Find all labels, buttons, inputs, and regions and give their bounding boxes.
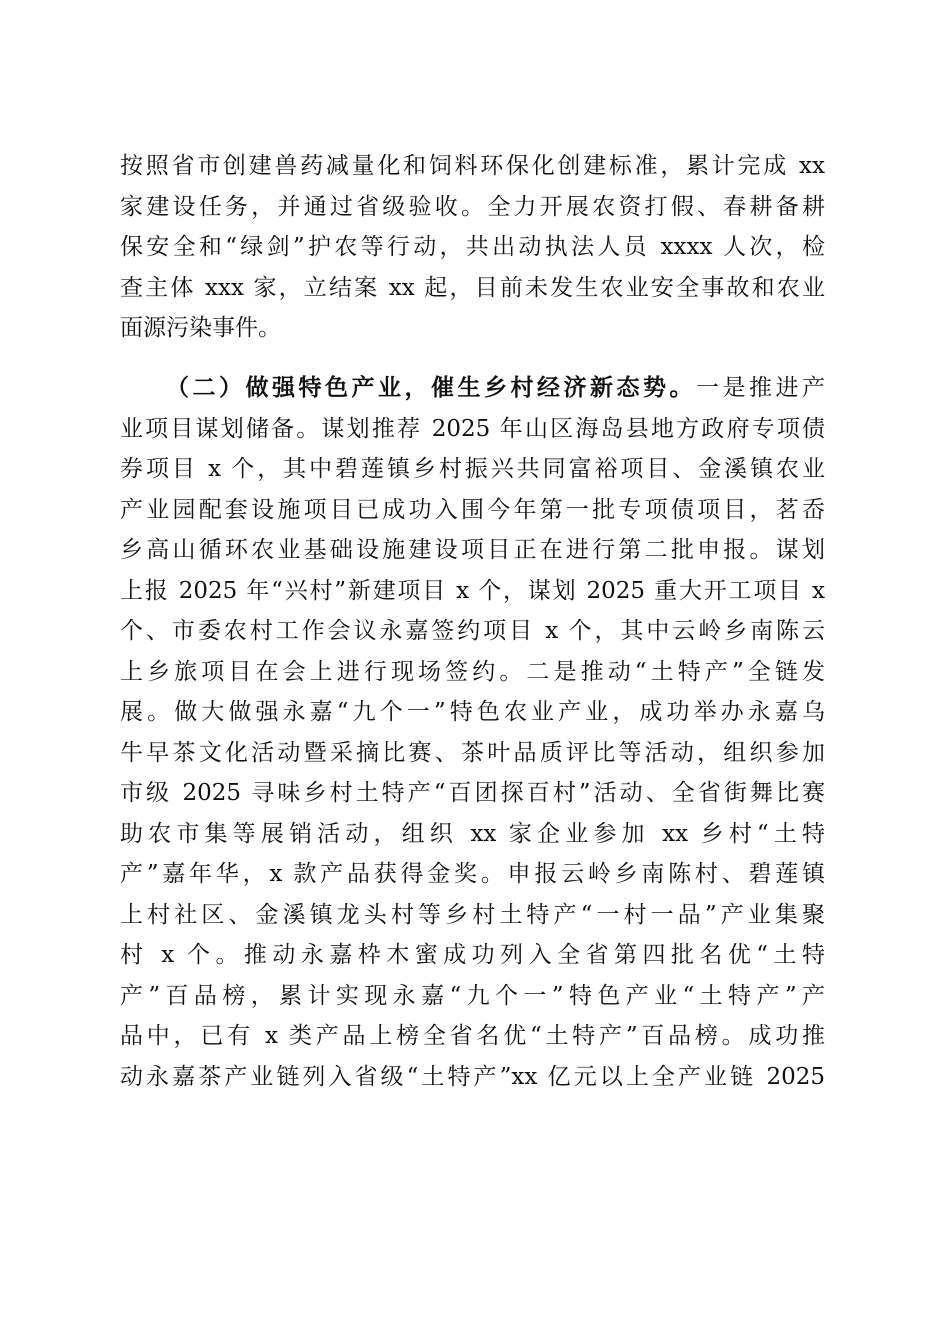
paragraph-2-line: 上乡旅项目在会上进行现场签约。二是推动“土特产”全链发 (120, 658, 825, 685)
paragraph-2-line: 券项目 x 个，其中碧莲镇乡村振兴共同富裕项目、金溪镇农业 (120, 456, 825, 482)
paragraph-2-line: 动永嘉茶产业链列入省级“土特产”xx 亿元以上全产业链 2025 (120, 1063, 825, 1090)
paragraph-2-line: 展。做大做强永嘉“九个一”特色农业产业，成功举办永嘉乌 (120, 699, 825, 725)
paragraph-2-line: 业项目谋划储备。谋划推荐 2025 年山区海岛县地方政府专项债 (120, 415, 825, 442)
paragraph-2-first-line (120, 368, 825, 409)
paragraph-2-line: 上村社区、金溪镇龙头村等乡村土特产“一村一品”产业集聚 (120, 901, 825, 928)
paragraph-2-line: 乡高山循环农业基础设施建设项目正在进行第二批申报。谋划 (120, 537, 825, 563)
paragraph-2 (120, 368, 825, 1097)
paragraph-2-line: 助农市集等展销活动，组织 xx 家企业参加 xx 乡村“土特 (120, 820, 825, 847)
paragraph-2-line: 市级 2025 寻味乡村土特产“百团探百村”活动、全省街舞比赛 (120, 780, 825, 806)
paragraph-2-line: 产”百品榜，累计实现永嘉“九个一”特色产业“土特产”产 (120, 982, 825, 1009)
paragraph-2-line: 牛早茶文化活动暨采摘比赛、茶叶品质评比等活动，组织参加 (120, 739, 825, 766)
paragraph-2-line: 产业园配套设施项目已成功入围今年第一批专项债项目，茗岙 (120, 496, 825, 523)
paragraph-2-line: 个、市委农村工作会议永嘉签约项目 x 个，其中云岭乡南陈云 (120, 618, 825, 644)
paragraph-2-line: 村 x 个。推动永嘉枠木蜜成功列入全省第四批名优“土特 (120, 942, 825, 968)
section-heading: （二）做强特色产业，催生乡村经济新态势。 (166, 374, 696, 401)
paragraph-2-line: 上报 2025 年“兴村”新建项目 x 个，谋划 2025 重大开工项目 x (120, 577, 825, 604)
paragraph-1-line: 保安全和“绿剑”护农等行动，共出动执法人员 xxxx 人次，检 (120, 234, 825, 260)
paragraph-1 (120, 146, 825, 349)
paragraph-2-line: 产”嘉年华，x 款产品获得金奖。申报云岭乡南陈村、碧莲镇 (120, 861, 825, 887)
paragraph-1-line: 查主体 xxx 家，立结案 xx 起，目前未发生农业安全事故和农业 (120, 274, 825, 301)
paragraph-1-line: 家建设任务，并通过省级验收。全力开展农资打假、春耕备耕 (120, 193, 825, 220)
paragraph-2-line: 品中，已有 x 类产品上榜全省名优“土特产”百品榜。成功推 (120, 1023, 825, 1049)
paragraph-2-first-line-text: 一是推进产 (696, 375, 825, 401)
paragraph-1-line: 按照省市创建兽药减量化和饲料环保化创建标准，累计完成 xx (120, 153, 825, 179)
paragraph-1-line: 面源污染事件。 (120, 315, 281, 341)
